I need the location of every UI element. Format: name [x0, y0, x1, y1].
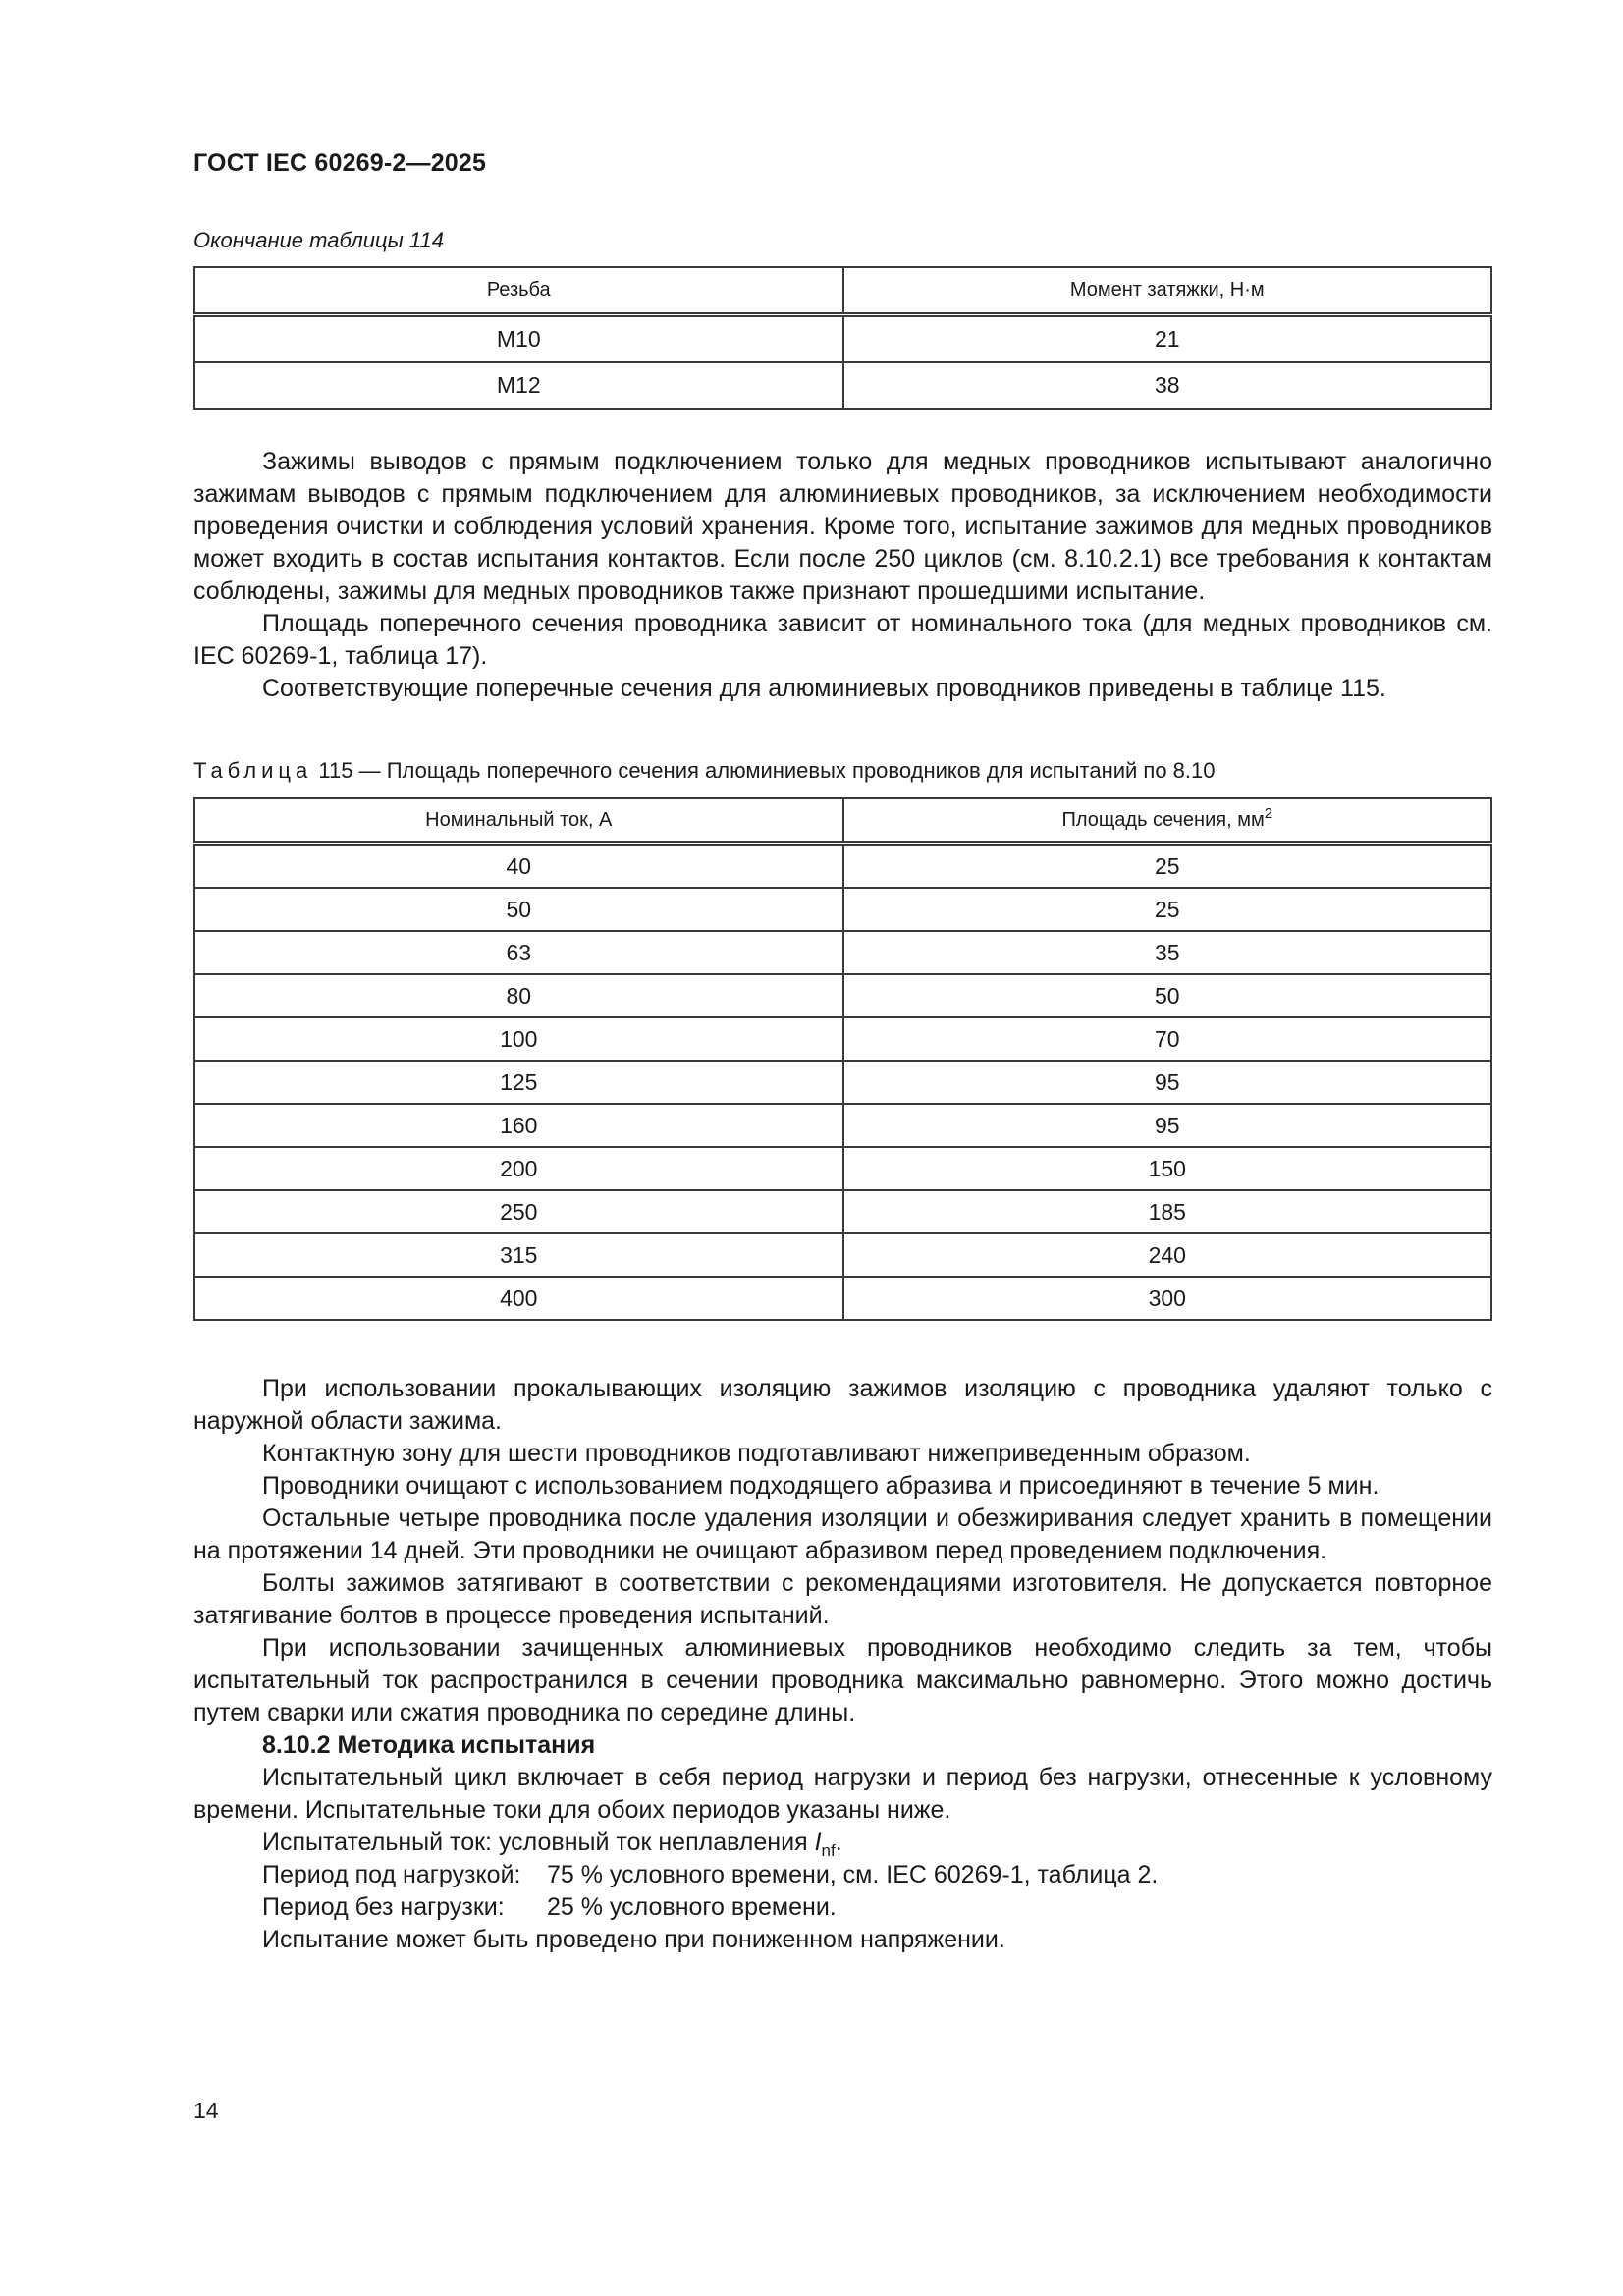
table-cell: 21	[843, 315, 1492, 363]
table-caption-word: Таблица	[193, 758, 313, 783]
section-heading: 8.10.2 Методика испытания	[262, 1731, 596, 1759]
column-header-thread: Резьба	[194, 267, 843, 315]
table-cell: 300	[843, 1277, 1492, 1320]
table-row	[194, 974, 1491, 1017]
table-row	[194, 362, 1491, 409]
table-cell: 25	[843, 888, 1492, 931]
table-cell: 200	[194, 1147, 843, 1190]
paragraph: Соответствующие поперечные сечения для алюминиевых проводников приведены в таблице 115.	[262, 675, 1386, 702]
paragraph: Зажимы выводов с прямым подключением только для медных проводников испытывают аналогично зажимам выводов с прямым подключением для алюминиевых проводников, за исключением необходимости проведения очистки и соблюдения условий хранения. Кроме того, испытание зажимов для медных проводников может входить в состав испытания контактов. Если после 250 циклов (см. 8.10.2.1) все требования к контактам соблюдены, зажимы для медных проводников также признают прошедшими испытание.	[193, 448, 1492, 605]
table-cell: 80	[194, 974, 843, 1017]
table-cell: 40	[194, 844, 843, 889]
table-cell: 185	[843, 1190, 1492, 1233]
column-header-current: Номинальный ток, А	[194, 798, 843, 844]
table-cell: 100	[194, 1017, 843, 1061]
table-row	[194, 1190, 1491, 1233]
table-row	[194, 1104, 1491, 1147]
paragraph: Площадь поперечного сечения проводника зависит от номинального тока (для медных проводников см. IEC 60269-1, таблица 17).	[193, 610, 1492, 670]
noload-period-value: 25 % условного времени.	[547, 1893, 837, 1921]
paragraph: Испытательный цикл включает в себя период нагрузки и период без нагрузки, отнесенные к условному времени. Испытательные токи для обоих периодов указаны ниже.	[193, 1764, 1492, 1824]
table-header-row	[194, 267, 1491, 315]
table-114	[193, 266, 1492, 410]
table-cell: 70	[843, 1017, 1492, 1061]
table-cell: 250	[194, 1190, 843, 1233]
table-cell: 240	[843, 1233, 1492, 1277]
table-cell: 150	[843, 1147, 1492, 1190]
table-114-caption: Окончание таблицы 114	[193, 228, 444, 252]
paragraph: Контактную зону для шести проводников подготавливают нижеприведенным образом.	[262, 1440, 1251, 1467]
table-row	[194, 888, 1491, 931]
column-header-torque: Момент затяжки, Н·м	[843, 267, 1492, 315]
paragraph: При использовании зачищенных алюминиевых проводников необходимо следить за тем, чтобы испытательный ток распространился в сечении проводника максимально равномерно. Этого можно достичь путем сварки или сжатия проводника по середине длины.	[193, 1634, 1492, 1726]
table-caption-text: 115 — Площадь поперечного сечения алюминиевых проводников для испытаний по 8.10	[318, 758, 1216, 783]
table-cell: 160	[194, 1104, 843, 1147]
table-cell: М12	[194, 362, 843, 409]
current-symbol: I	[814, 1829, 822, 1856]
table-115	[193, 797, 1492, 1321]
table-cell: 35	[843, 931, 1492, 974]
table-header-row	[194, 798, 1491, 844]
test-current-text: Испытательный ток: условный ток неплавления	[262, 1829, 815, 1856]
column-header-area	[843, 798, 1492, 844]
table-row	[194, 931, 1491, 974]
paragraph: При использовании прокалывающих изоляцию зажимов изоляцию с проводника удаляют только с наружной области зажима.	[193, 1375, 1492, 1435]
noload-period-label: Период без нагрузки:	[262, 1893, 505, 1921]
table-row	[194, 1233, 1491, 1277]
superscript: 2	[1264, 804, 1273, 822]
load-period-label: Период под нагрузкой:	[262, 1861, 521, 1888]
table-cell: 400	[194, 1277, 843, 1320]
current-subscript: nf	[821, 1841, 836, 1860]
table-cell: 38	[843, 362, 1492, 409]
table-cell: 315	[194, 1233, 843, 1277]
table-row	[194, 1147, 1491, 1190]
table-cell: 25	[843, 844, 1492, 889]
paragraph: Проводники очищают с использованием подходящего абразива и присоединяют в течение 5 мин.	[262, 1472, 1380, 1500]
paragraph: Болты зажимов затягивают в соответствии с рекомендациями изготовителя. Не допускается повторное затягивание болтов в процессе проведения испытаний.	[193, 1569, 1492, 1629]
load-period-line	[193, 1859, 1492, 1891]
table-cell: М10	[194, 315, 843, 363]
load-period-value: 75 % условного времени, см. IEC 60269-1, таблица 2.	[547, 1861, 1159, 1888]
test-current-line	[193, 1827, 1492, 1859]
table-115-caption	[193, 758, 1216, 784]
paragraph: Остальные четыре проводника после удаления изоляции и обезжиривания следует хранить в помещении на протяжении 14 дней. Эти проводники не очищают абразивом перед проведением подключения.	[193, 1504, 1492, 1564]
table-row	[194, 1061, 1491, 1104]
table-cell: 63	[194, 931, 843, 974]
table-row	[194, 844, 1491, 889]
column-header-area-text: Площадь сечения, мм	[1061, 808, 1265, 831]
table-cell: 125	[194, 1061, 843, 1104]
table-cell: 50	[194, 888, 843, 931]
table-cell: 95	[843, 1104, 1492, 1147]
document-header: ГОСТ IEC 60269-2—2025	[193, 149, 487, 177]
body-text-2	[193, 1373, 1492, 1956]
body-text-1	[193, 446, 1492, 705]
table-row	[194, 1017, 1491, 1061]
table-row	[194, 315, 1491, 363]
final-paragraph: Испытание может быть проведено при пониженном напряжении.	[262, 1926, 1005, 1953]
table-row	[194, 1277, 1491, 1320]
page-number: 14	[193, 2098, 219, 2123]
table-cell: 95	[843, 1061, 1492, 1104]
test-current-end: .	[835, 1829, 842, 1856]
noload-period-line	[193, 1891, 1492, 1924]
table-cell: 50	[843, 974, 1492, 1017]
